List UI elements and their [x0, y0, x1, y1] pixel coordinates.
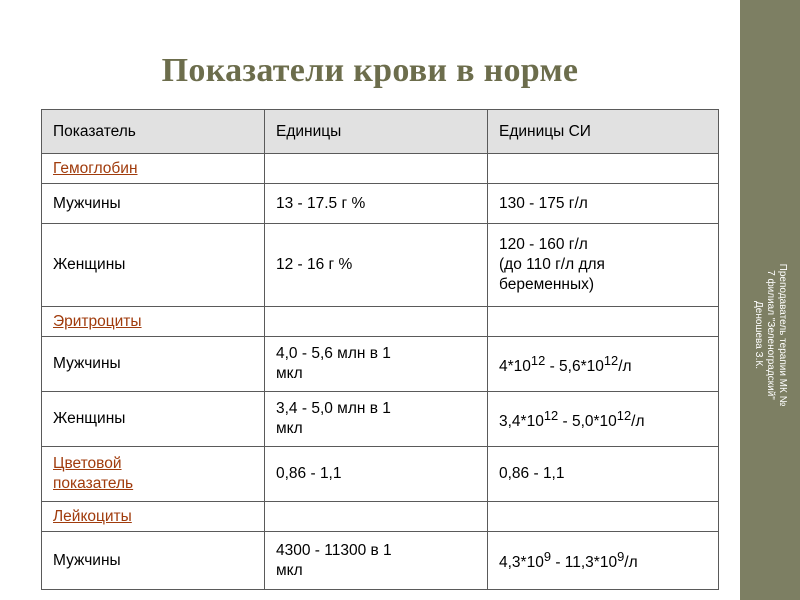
si-exponent: 12 [603, 352, 619, 368]
units-line-2: мкл [276, 561, 303, 579]
si-exponent: 12 [543, 407, 559, 423]
si-line-2: (до 110 г/л для [499, 256, 605, 273]
si-part: /л [618, 358, 632, 376]
category-link-leukocytes[interactable]: Лейкоциты [53, 507, 132, 525]
blood-norms-table [41, 109, 719, 590]
si-units-cell [488, 532, 719, 590]
row-label: Женщины [42, 392, 265, 447]
table-row [42, 392, 719, 447]
si-units-cell [488, 224, 719, 307]
category-cell [42, 307, 265, 337]
units-line-1: 4300 - 11300 в 1 [276, 541, 392, 559]
si-line-1: 120 - 160 г/л [499, 236, 588, 253]
si-part: - 11,3*10 [551, 554, 618, 572]
units-cell: 13 - 17.5 г % [265, 184, 488, 224]
si-exponent: 12 [530, 352, 546, 368]
units-cell: 0,86 - 1,1 [265, 447, 488, 502]
units-line-1: 4,0 - 5,6 млн в 1 [276, 345, 391, 362]
units-cell: 12 - 16 г % [265, 224, 488, 307]
empty-cell [265, 307, 488, 337]
si-part: 4*10 [499, 358, 531, 376]
si-exponent: 12 [616, 407, 632, 423]
table-row-category [42, 154, 719, 184]
row-label: Мужчины [42, 337, 265, 392]
si-units-cell: 130 - 175 г/л [488, 184, 719, 224]
si-line-3: беременных) [499, 276, 595, 293]
table-header-row [42, 110, 719, 154]
category-cell [42, 154, 265, 184]
table-row [42, 337, 719, 392]
si-units-cell [488, 392, 719, 447]
category-label-line-2: показатель [53, 475, 134, 492]
si-exponent: 9 [617, 549, 625, 565]
si-part: /л [631, 413, 645, 431]
si-part: - 5,0*10 [558, 413, 617, 431]
table-row [42, 224, 719, 307]
empty-cell [488, 154, 719, 184]
si-units-cell: 0,86 - 1,1 [488, 447, 719, 502]
table-row [42, 184, 719, 224]
category-link-hemoglobin[interactable]: Гемоглобин [53, 159, 138, 177]
author-note-line-1: Преподаватель терапии МК № [777, 263, 788, 407]
category-link-erythrocytes[interactable]: Эритроциты [53, 312, 142, 330]
si-part: /л [624, 554, 638, 572]
author-note-line-2: 7 филиал "Зеленоградский" [765, 270, 776, 400]
units-line-1: 3,4 - 5,0 млн в 1 [276, 400, 391, 417]
category-label-line-1: Цветовой [53, 455, 122, 472]
empty-cell [265, 502, 488, 532]
row-label: Женщины [42, 224, 265, 307]
units-cell [265, 337, 488, 392]
header-cell-si-units: Единицы СИ [488, 110, 719, 154]
empty-cell [265, 154, 488, 184]
category-link-color-index[interactable] [53, 454, 264, 494]
empty-cell [488, 502, 719, 532]
header-cell-indicator: Показатель [42, 110, 265, 154]
author-note-line-3: Деношева З.К. [753, 301, 764, 369]
category-cell [42, 502, 265, 532]
row-label: Мужчины [42, 184, 265, 224]
table-row [42, 532, 719, 590]
empty-cell [488, 307, 719, 337]
author-note [752, 264, 788, 407]
units-cell [265, 532, 488, 590]
row-label: Мужчины [42, 532, 265, 590]
units-cell [265, 392, 488, 447]
page-title: Показатели крови в норме [161, 52, 579, 89]
si-units-cell [488, 337, 719, 392]
table-row-category [42, 502, 719, 532]
table-row-category [42, 307, 719, 337]
units-line-2: мкл [276, 420, 303, 437]
si-part: 4,3*10 [499, 554, 544, 572]
si-part: 3,4*10 [499, 413, 544, 431]
table-row-category [42, 447, 719, 502]
header-cell-units: Единицы [265, 110, 488, 154]
si-part: - 5,6*10 [545, 358, 604, 376]
si-exponent: 9 [543, 549, 552, 565]
units-line-2: мкл [276, 365, 303, 382]
category-cell [42, 447, 265, 502]
